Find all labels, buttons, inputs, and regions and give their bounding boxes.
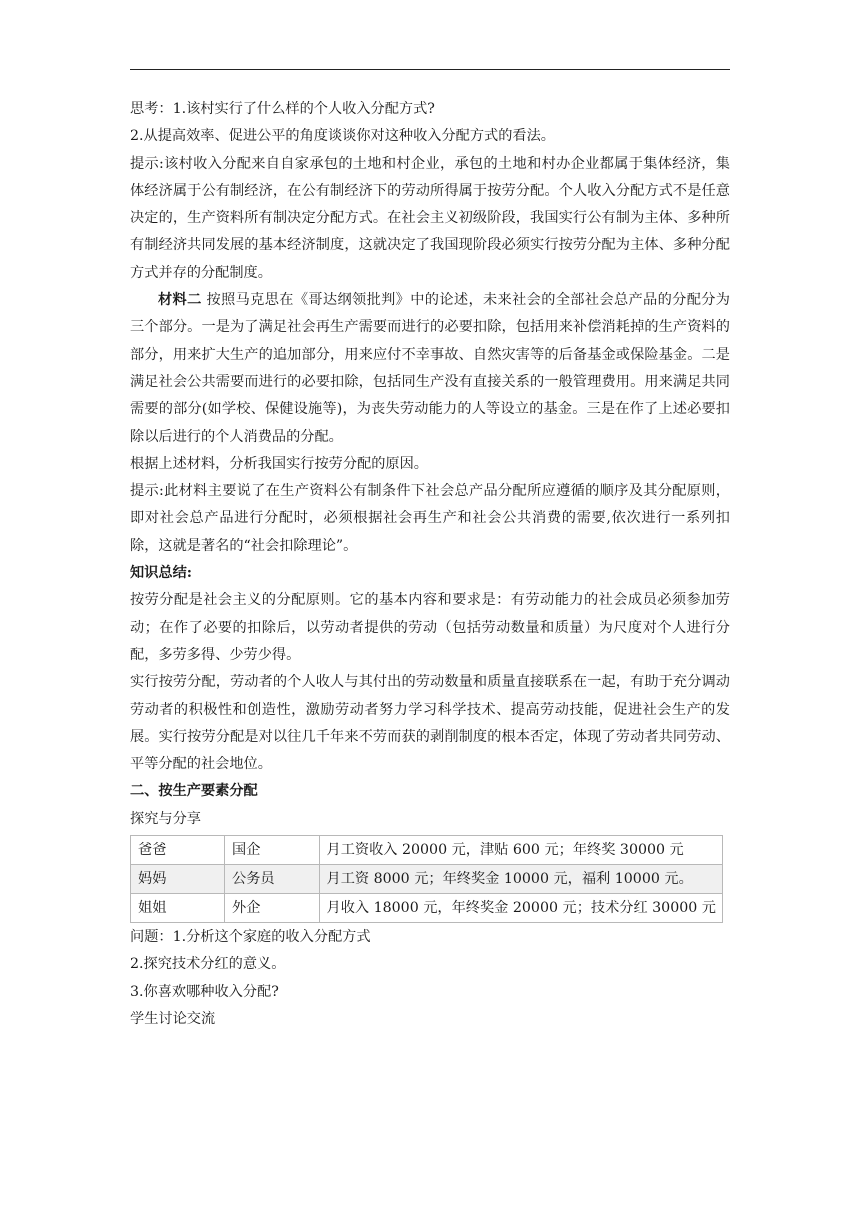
table-cell-income: 月工资收入 20000 元，津贴 600 元；年终奖 30000 元 bbox=[319, 836, 722, 865]
question-2: 2.从提高效率、促进公平的角度谈谈你对这种收入分配方式的看法。 bbox=[130, 128, 555, 145]
table-cell-employer: 外企 bbox=[225, 894, 320, 923]
explore-share-label: 探究与分享 bbox=[130, 810, 201, 827]
table-cell-income: 月工资 8000 元；年终奖金 10000 元，福利 10000 元。 bbox=[319, 865, 722, 894]
table-row bbox=[131, 865, 723, 894]
student-discussion: 学生讨论交流 bbox=[130, 1010, 216, 1027]
table-row bbox=[131, 836, 723, 865]
table-cell-employer: 国企 bbox=[225, 836, 320, 865]
hint-paragraph-1: 提示:该村收入分配来自自家承包的土地和村企业，承包的土地和村办企业都属于集体经济，集体经济属于公有制经济，在公有制经济下的劳动所得属于按劳分配。个人收入分配方式不是任意决定的，生产资料所有制决定分配方式。在社会主义初级阶段，我国实行公有制为主体、多种所有制经济共同发展的基本经济制度，这就决定了我国现阶段必须实行按劳分配为主体、多种分配方式并存的分配制度。 bbox=[130, 155, 730, 281]
table-cell-member: 爸爸 bbox=[131, 836, 225, 865]
table-cell-employer: 公务员 bbox=[225, 865, 320, 894]
knowledge-summary-heading: 知识总结: bbox=[130, 565, 192, 582]
problem-1: 问题：1.分析这个家庭的收入分配方式 bbox=[130, 929, 371, 946]
summary-paragraph-1: 按劳分配是社会主义的分配原则。它的基本内容和要求是：有劳动能力的社会成员必须参加劳动；在作了必要的扣除后，以劳动者提供的劳动（包括劳动数量和质量）为尺度对个人进行分配，多劳多得、少劳少得。 bbox=[130, 592, 730, 663]
document-body bbox=[130, 96, 730, 1033]
material-two-text: 按照马克思在《哥达纲领批判》中的论述，未来社会的全部社会总产品的分配分为三个部分。一是为了满足社会再生产需要而进行的必要扣除，包括用来补偿消耗掉的生产资料的部分，用来扩大生产的追加部分，用来应付不幸事故、自然灾害等的后备基金或保险基金。二是满足社会公共需要而进行的必要扣除，包括同生产没有直接关系的一般管理费用。用来满足共同需要的部分(如学校、保健设施等)，为丧失劳动能力的人等设立的基金。三是在作了上述必要扣除以后进行的个人消费品的分配。 bbox=[130, 292, 730, 445]
section-heading: 二、按生产要素分配 bbox=[130, 783, 258, 800]
problem-3: 3.你喜欢哪种收入分配? bbox=[130, 983, 279, 1000]
table-cell-member: 姐姐 bbox=[131, 894, 225, 923]
hint-paragraph-2: 提示:此材料主要说了在生产资料公有制条件下社会总产品分配所应遵循的顺序及其分配原则，即对社会总产品进行分配时，必须根据社会再生产和社会公共消费的需要,依次进行一系列扣除，这就是著名的“社会扣除理论”。 bbox=[130, 483, 730, 554]
table-row bbox=[131, 894, 723, 923]
summary-paragraph-2: 实行按劳分配，劳动者的个人收人与其付出的劳动数量和质量直接联系在一起，有助于充分调动劳动者的积极性和创造性，激励劳动者努力学习科学技术、提高劳动技能，促进社会生产的发展。实行按劳分配是对以往几千年来不劳而获的剥削制度的根本否定，体现了劳动者共同劳动、平等分配的社会地位。 bbox=[130, 674, 730, 773]
income-table bbox=[130, 835, 723, 923]
analysis-prompt: 根据上述材料，分析我国实行按劳分配的原因。 bbox=[130, 455, 428, 472]
table-cell-member: 妈妈 bbox=[131, 865, 225, 894]
table-cell-income: 月收入 18000 元，年终奖金 20000 元；技术分红 30000 元 bbox=[319, 894, 722, 923]
material-two-paragraph bbox=[130, 287, 730, 451]
material-two-label: 材料二 bbox=[158, 292, 202, 309]
header-rule bbox=[130, 69, 730, 70]
question-1: 思考：1.该村实行了什么样的个人收入分配方式? bbox=[130, 101, 435, 117]
problem-2: 2.探究技术分红的意义。 bbox=[130, 956, 286, 973]
